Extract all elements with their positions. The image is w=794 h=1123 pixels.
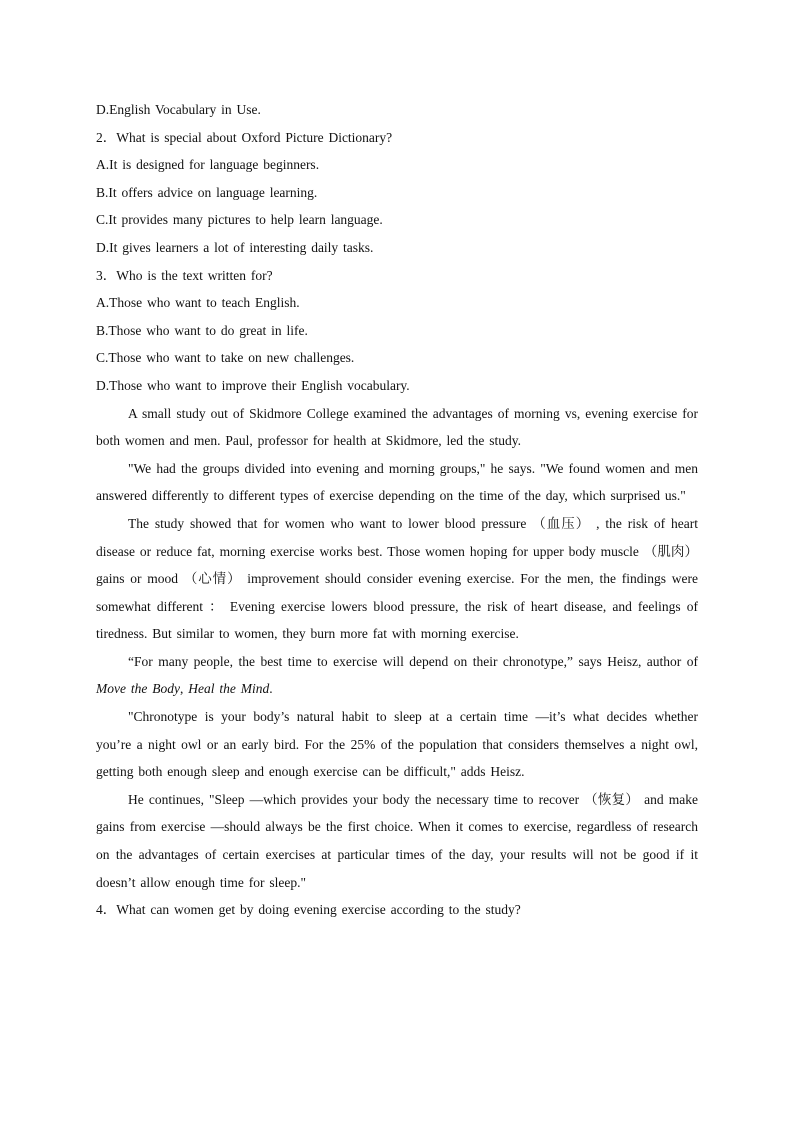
passage-paragraph-2: "We had the groups divided into evening and morning groups," he says. "We found women and men answered differently to different types of exercise depending on the time of the day, which surprised us." xyxy=(96,460,698,504)
q3-option-b: B.Those who want to do great in life. xyxy=(96,322,308,338)
q3-option-d: D.Those who want to improve their English vocabulary. xyxy=(96,377,410,393)
p4-text: “For many people, the best time to exercise will depend on their chronotype,” says Heisz, author of xyxy=(128,653,698,669)
document-page xyxy=(96,96,698,924)
q1-option-d: D.English Vocabulary in Use. xyxy=(96,102,261,117)
passage-paragraph-1: A small study out of Skidmore College examined the advantages of morning vs, evening exercise for both women and men. Paul, professor for health at Skidmore, led the study. xyxy=(96,405,698,449)
book-title-part-1: Move the Body xyxy=(96,681,180,697)
passage-paragraph-4 xyxy=(96,648,698,703)
q2-option-a: A.It is designed for language beginners. xyxy=(96,157,320,173)
q2-option-d: D.It gives learners a lot of interesting daily tasks. xyxy=(96,239,374,255)
q4-stem: 4．What can women get by doing evening exercise according to the study? xyxy=(96,902,521,918)
passage-paragraph-3: The study showed that for women who want to lower blood pressure （血压） , the risk of heart disease or reduce fat, morning exercise works best. Those women hoping for upper body muscle （肌肉） gains or mood （心情） improvement should consider evening exercise. For the men, the findings were somewhat different ： Evening exercise lowers blood pressure, the risk of heart disease, and feelings of tiredness. But similar to women, they burn more fat with morning exercise. xyxy=(96,515,698,642)
q3-stem: 3．Who is the text written for? xyxy=(96,267,273,283)
book-title-part-2: Heal the Mind xyxy=(188,681,270,697)
q2-stem: 2．What is special about Oxford Picture Dictionary? xyxy=(96,129,393,145)
passage-paragraph-6: He continues, "Sleep —which provides your body the necessary time to recover （恢复） and make gains from exercise —should always be the first choice. When it comes to exercise, regardless of research on the advantages of certain exercises at particular times of the day, your results will not be good if it doesn’t allow enough time for sleep." xyxy=(96,791,698,890)
q2-option-b: B.It offers advice on language learning. xyxy=(96,184,318,200)
passage-paragraph-5: "Chronotype is your body’s natural habit to sleep at a certain time —it’s what decides whether you’re a night owl or an early bird. For the 25% of the population that considers themselves a night owl, getting both enough sleep and enough exercise can be difficult," adds Heisz. xyxy=(96,709,698,780)
p4-period: . xyxy=(269,681,273,697)
q3-option-a: A.Those who want to teach English. xyxy=(96,295,300,311)
q3-option-c: C.Those who want to take on new challenges. xyxy=(96,350,355,366)
p4-comma: , xyxy=(179,681,189,697)
q2-option-c: C.It provides many pictures to help learn language. xyxy=(96,212,383,228)
